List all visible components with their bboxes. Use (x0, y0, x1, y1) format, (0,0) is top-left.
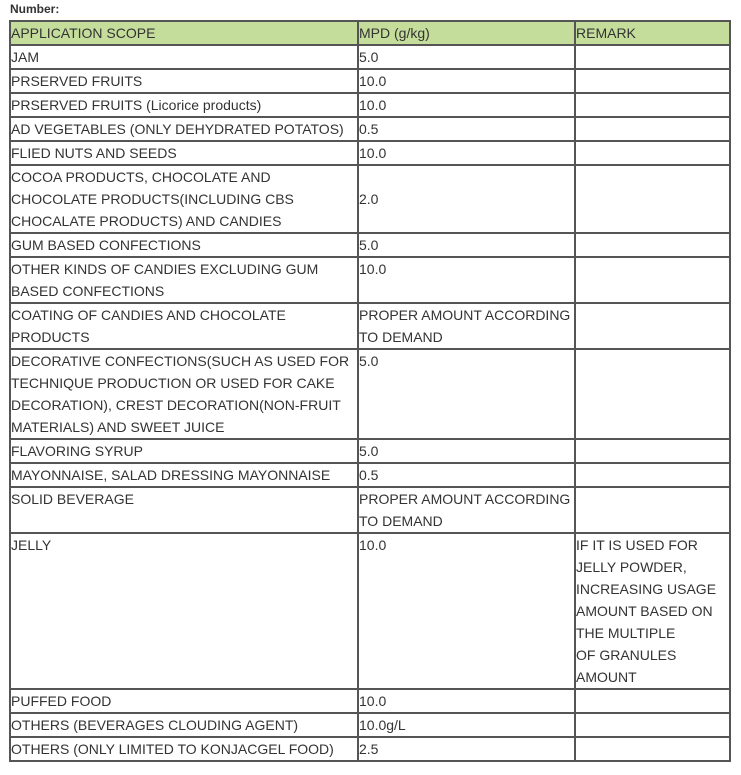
scope-cell: COATING OF CANDIES AND CHOCOLATE PRODUCTS (10, 303, 358, 349)
scope-cell: PRSERVED FRUITS (10, 69, 358, 93)
remark-cell (575, 349, 730, 439)
mpd-cell: PROPER AMOUNT ACCORDING TO DEMAND (358, 487, 575, 533)
remark-cell (575, 141, 730, 165)
remark-cell (575, 93, 730, 117)
scope-cell: OTHERS (ONLY LIMITED TO KONJACGEL FOOD) (10, 737, 358, 761)
remark-cell (575, 439, 730, 463)
table-row (10, 303, 730, 349)
column-header-remark: REMARK (575, 21, 730, 45)
remark-cell (575, 463, 730, 487)
remark-cell (575, 257, 730, 303)
table-row (10, 349, 730, 439)
scope-cell: JAM (10, 45, 358, 69)
mpd-cell: PROPER AMOUNT ACCORDING TO DEMAND (358, 303, 575, 349)
remark-cell (575, 713, 730, 737)
table-row (10, 737, 730, 761)
scope-cell: GUM BASED CONFECTIONS (10, 233, 358, 257)
table-row (10, 233, 730, 257)
scope-cell: JELLY (10, 533, 358, 689)
number-label: Number: (10, 2, 60, 16)
mpd-cell: 0.5 (358, 463, 575, 487)
table-row (10, 689, 730, 713)
mpd-cell: 10.0 (358, 69, 575, 93)
remark-cell (575, 487, 730, 533)
table-row (10, 487, 730, 533)
mpd-cell: 5.0 (358, 349, 575, 439)
table-row (10, 533, 730, 689)
table-row (10, 257, 730, 303)
column-header-application-scope: APPLICATION SCOPE (10, 21, 358, 45)
remark-cell (575, 165, 730, 233)
mpd-cell: 10.0 (358, 141, 575, 165)
remark-cell (575, 233, 730, 257)
scope-cell: DECORATIVE CONFECTIONS(SUCH AS USED FOR TECHNIQUE PRODUCTION OR USED FOR CAKE DECORATION), CREST DECORATION(NON-FRUIT MATERIALS) AND SWEET JUICE (10, 349, 358, 439)
mpd-cell: 5.0 (358, 439, 575, 463)
mpd-cell: 0.5 (358, 117, 575, 141)
table-row (10, 45, 730, 69)
mpd-cell: 10.0 (358, 93, 575, 117)
scope-cell: MAYONNAISE, SALAD DRESSING MAYONNAISE (10, 463, 358, 487)
table-row (10, 165, 730, 233)
table-row (10, 463, 730, 487)
mpd-cell: 5.0 (358, 45, 575, 69)
column-header-mpd: MPD (g/kg) (358, 21, 575, 45)
remark-cell (575, 689, 730, 713)
remark-cell: IF IT IS USED FOR JELLY POWDER, INCREASING USAGE AMOUNT BASED ON THE MULTIPLE OF GRANULES AMOUNT (575, 533, 730, 689)
scope-cell: COCOA PRODUCTS, CHOCOLATE AND CHOCOLATE PRODUCTS(INCLUDING CBS CHOCALATE PRODUCTS) AND CANDIES (10, 165, 358, 233)
table-row (10, 439, 730, 463)
remark-cell (575, 737, 730, 761)
scope-cell: PRSERVED FRUITS (Licorice products) (10, 93, 358, 117)
scope-cell: AD VEGETABLES (ONLY DEHYDRATED POTATOS) (10, 117, 358, 141)
mpd-cell: 10.0 (358, 689, 575, 713)
scope-cell: SOLID BEVERAGE (10, 487, 358, 533)
mpd-cell: 5.0 (358, 233, 575, 257)
table-row (10, 69, 730, 93)
mpd-cell: 2.5 (358, 737, 575, 761)
table-row (10, 117, 730, 141)
mpd-cell: 10.0 (358, 257, 575, 303)
scope-cell: FLAVORING SYRUP (10, 439, 358, 463)
table-row (10, 93, 730, 117)
table-header-row (10, 21, 730, 45)
remark-cell (575, 303, 730, 349)
mpd-cell: 10.0 (358, 533, 575, 689)
application-scope-table (9, 20, 731, 762)
table-row (10, 713, 730, 737)
remark-cell (575, 45, 730, 69)
scope-cell: FLIED NUTS AND SEEDS (10, 141, 358, 165)
scope-cell: OTHER KINDS OF CANDIES EXCLUDING GUM BASED CONFECTIONS (10, 257, 358, 303)
mpd-cell: 2.0 (358, 165, 575, 233)
remark-cell (575, 117, 730, 141)
table-row (10, 141, 730, 165)
scope-cell: PUFFED FOOD (10, 689, 358, 713)
scope-cell: OTHERS (BEVERAGES CLOUDING AGENT) (10, 713, 358, 737)
mpd-cell: 10.0g/L (358, 713, 575, 737)
remark-cell (575, 69, 730, 93)
